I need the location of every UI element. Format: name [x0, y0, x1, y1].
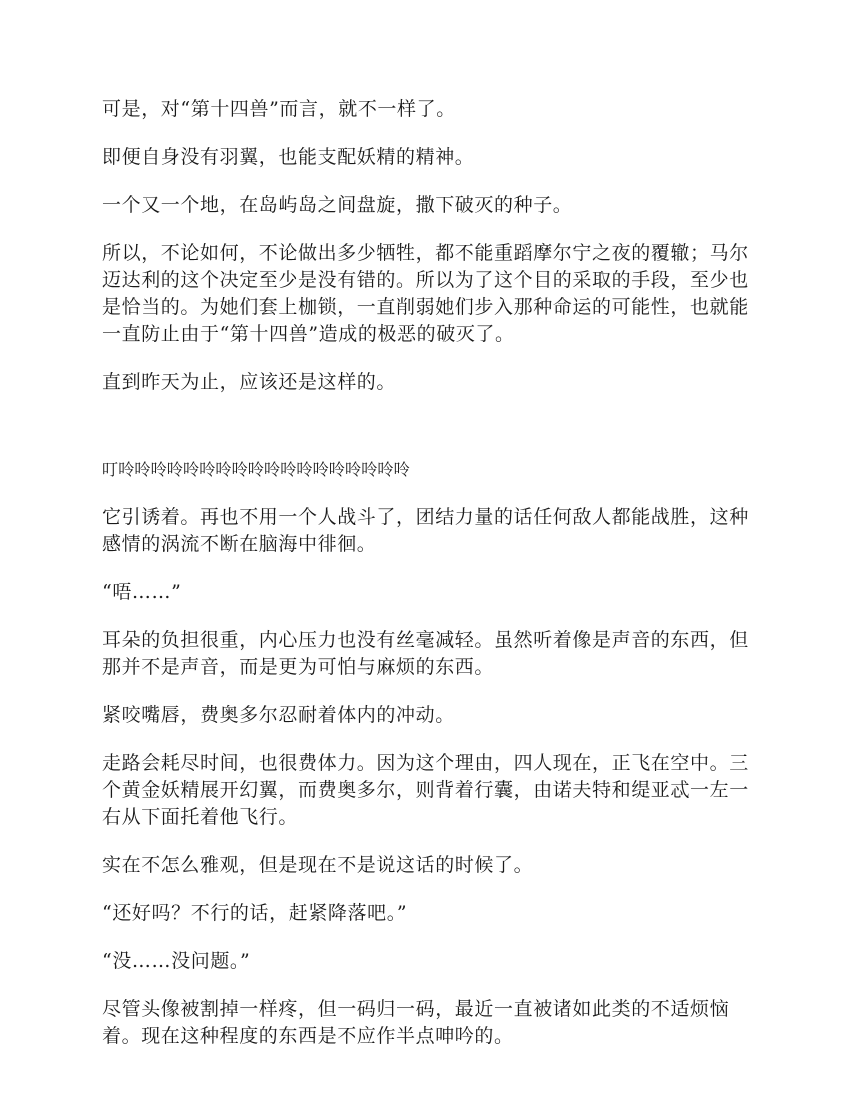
paragraph: 即便自身没有羽翼，也能支配妖精的精神。 — [102, 146, 475, 168]
paragraph: 直到昨天为止，应该还是这样的。 — [102, 371, 397, 393]
paragraph: 走路会耗尽时间，也很费体力。因为这个理由，四人现在，正飞在空中。三个黄金妖精展开幻翼，而费奥多尔，则背着行囊，由诺夫特和缇亚忒一左一右从下面托着他飞行。 — [102, 752, 749, 828]
paragraph: 实在不怎么雅观，但是现在不是说这话的时候了。 — [102, 854, 534, 876]
paragraph: 紧咬嘴唇，费奥多尔忍耐着体内的冲动。 — [102, 704, 455, 726]
paragraph: 耳朵的负担很重，内心压力也没有丝毫减轻。虽然听着像是声音的东西，但那并不是声音，而是更为可怕与麻烦的东西。 — [102, 629, 749, 678]
dialogue-line: “没……没问题。” — [102, 950, 251, 972]
document-page — [102, 96, 752, 1050]
sound-effect-line: 叮呤呤呤呤呤呤呤呤呤呤呤呤呤呤呤呤呤呤 — [102, 460, 410, 479]
paragraph: 它引诱着。再也不用一个人战斗了，团结力量的话任何敌人都能战胜，这种感情的涡流不断在脑海中徘徊。 — [102, 506, 749, 555]
paragraph: 所以，不论如何，不论做出多少牺牲，都不能重蹈摩尔宁之夜的覆辙；马尔迈达利的这个决定至少是没有错的。所以为了这个目的采取的手段，至少也是恰当的。为她们套上枷锁，一直削弱她们步入那种命运的可能性，也就能一直防止由于“第十四兽”造成的极恶的破灭了。 — [102, 242, 749, 345]
paragraph: 尽管头像被割掉一样疼，但一码归一码，最近一直被诸如此类的不适烦恼着。现在这种程度的东西是不应作半点呻吟的。 — [102, 998, 730, 1047]
paragraph: 一个又一个地，在岛屿岛之间盘旋，撒下破灭的种子。 — [102, 194, 573, 216]
paragraph: 可是，对“第十四兽”而言，就不一样了。 — [102, 98, 456, 120]
dialogue-line: “唔……” — [102, 581, 182, 603]
dialogue-line: “还好吗？不行的话，赶紧降落吧。” — [102, 902, 408, 924]
